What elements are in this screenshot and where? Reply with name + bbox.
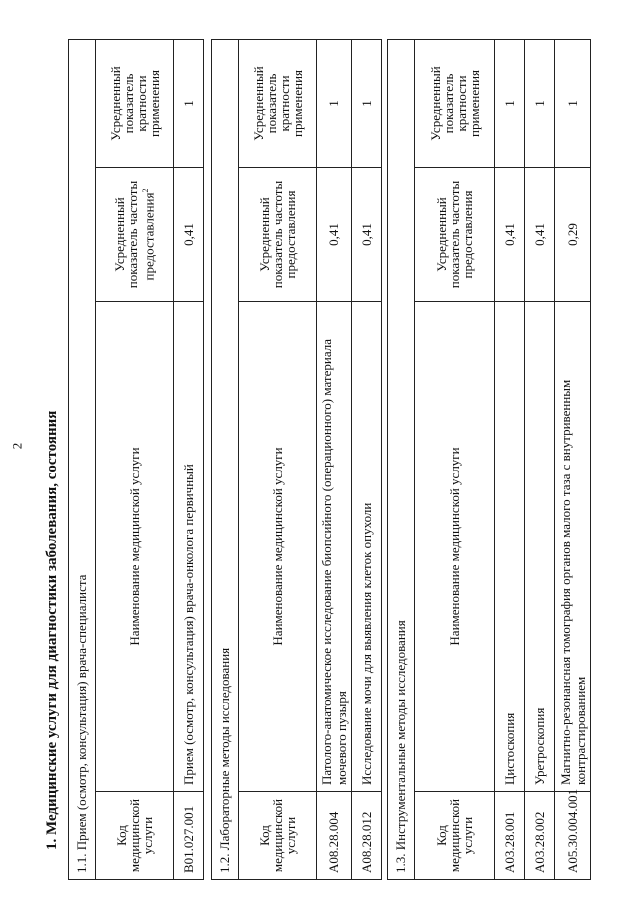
header-code: Код медицинской услуги [96,792,174,880]
service-name: Уретроскопия [525,302,555,792]
service-code: A05.30.004.001 [555,792,591,880]
frequency-value: 0,29 [555,168,591,302]
header-name: Наименование медицинской услуги [415,302,495,792]
table-row [317,39,352,879]
multiplicity-value: 1 [317,39,352,167]
table-section-title: 1.1. Прием (осмотр, консультация) врача-специалиста [69,39,96,879]
service-name: Магнитно-резонансная томография органов малого таза с внутривенным контрастированием [555,302,591,792]
header-name: Наименование медицинской услуги [96,302,174,792]
multiplicity-value: 1 [525,39,555,167]
service-name: Цистоскопия [495,302,525,792]
header-frequency: Усредненный показатель частоты предоставления$^2$ [96,168,174,302]
multiplicity-value: 1 [352,39,382,167]
service-name: Исследование мочи для выявления клеток опухоли [352,302,382,792]
frequency-value: 0,41 [317,168,352,302]
frequency-value: 0,41 [525,168,555,302]
header-multiplicity: Усредненный показатель кратности применения [415,39,495,167]
service-code: A08.28.004 [317,792,352,880]
service-name: Патолого-анатомическое исследование биопсийного (операционного) материала мочевого пузыря [317,302,352,792]
page-number: 2 [9,442,25,450]
multiplicity-value: 1 [495,39,525,167]
table-instrumental-methods [387,39,591,880]
header-code: Код медицинской услуги [415,792,495,880]
header-multiplicity: Усредненный показатель кратности применения [239,39,317,167]
table-row [555,39,591,879]
header-multiplicity: Усредненный показатель кратности применения [96,39,174,167]
frequency-value: 0,41 [495,168,525,302]
table-row [525,39,555,879]
header-code: Код медицинской услуги [239,792,317,880]
service-code: A03.28.002 [525,792,555,880]
multiplicity-value: 1 [174,39,204,167]
frequency-value: 0,41 [352,168,382,302]
table-lab-methods [211,39,382,880]
table-consultation [68,39,204,880]
service-code: A03.28.001 [495,792,525,880]
table-row [174,39,204,879]
service-code: B01.027.001 [174,792,204,880]
table-section-title: 1.2. Лабораторные методы исследования [212,39,239,879]
table-row [352,39,382,879]
multiplicity-value: 1 [555,39,591,167]
frequency-value: 0,41 [174,168,204,302]
header-frequency: Усредненный показатель частоты предоставления [415,168,495,302]
service-code: A08.28.012 [352,792,382,880]
header-name: Наименование медицинской услуги [239,302,317,792]
table-section-title: 1.3. Инструментальные методы исследования [388,39,415,879]
footnote-mark: 2 [141,188,151,193]
service-name: Прием (осмотр, консультация) врача-онколога первичный [174,302,204,792]
section-heading: 1. Медицинские услуги для диагностики заболевания, состояния [44,410,60,850]
header-frequency: Усредненный показатель частоты предоставления [239,168,317,302]
table-row [495,39,525,879]
